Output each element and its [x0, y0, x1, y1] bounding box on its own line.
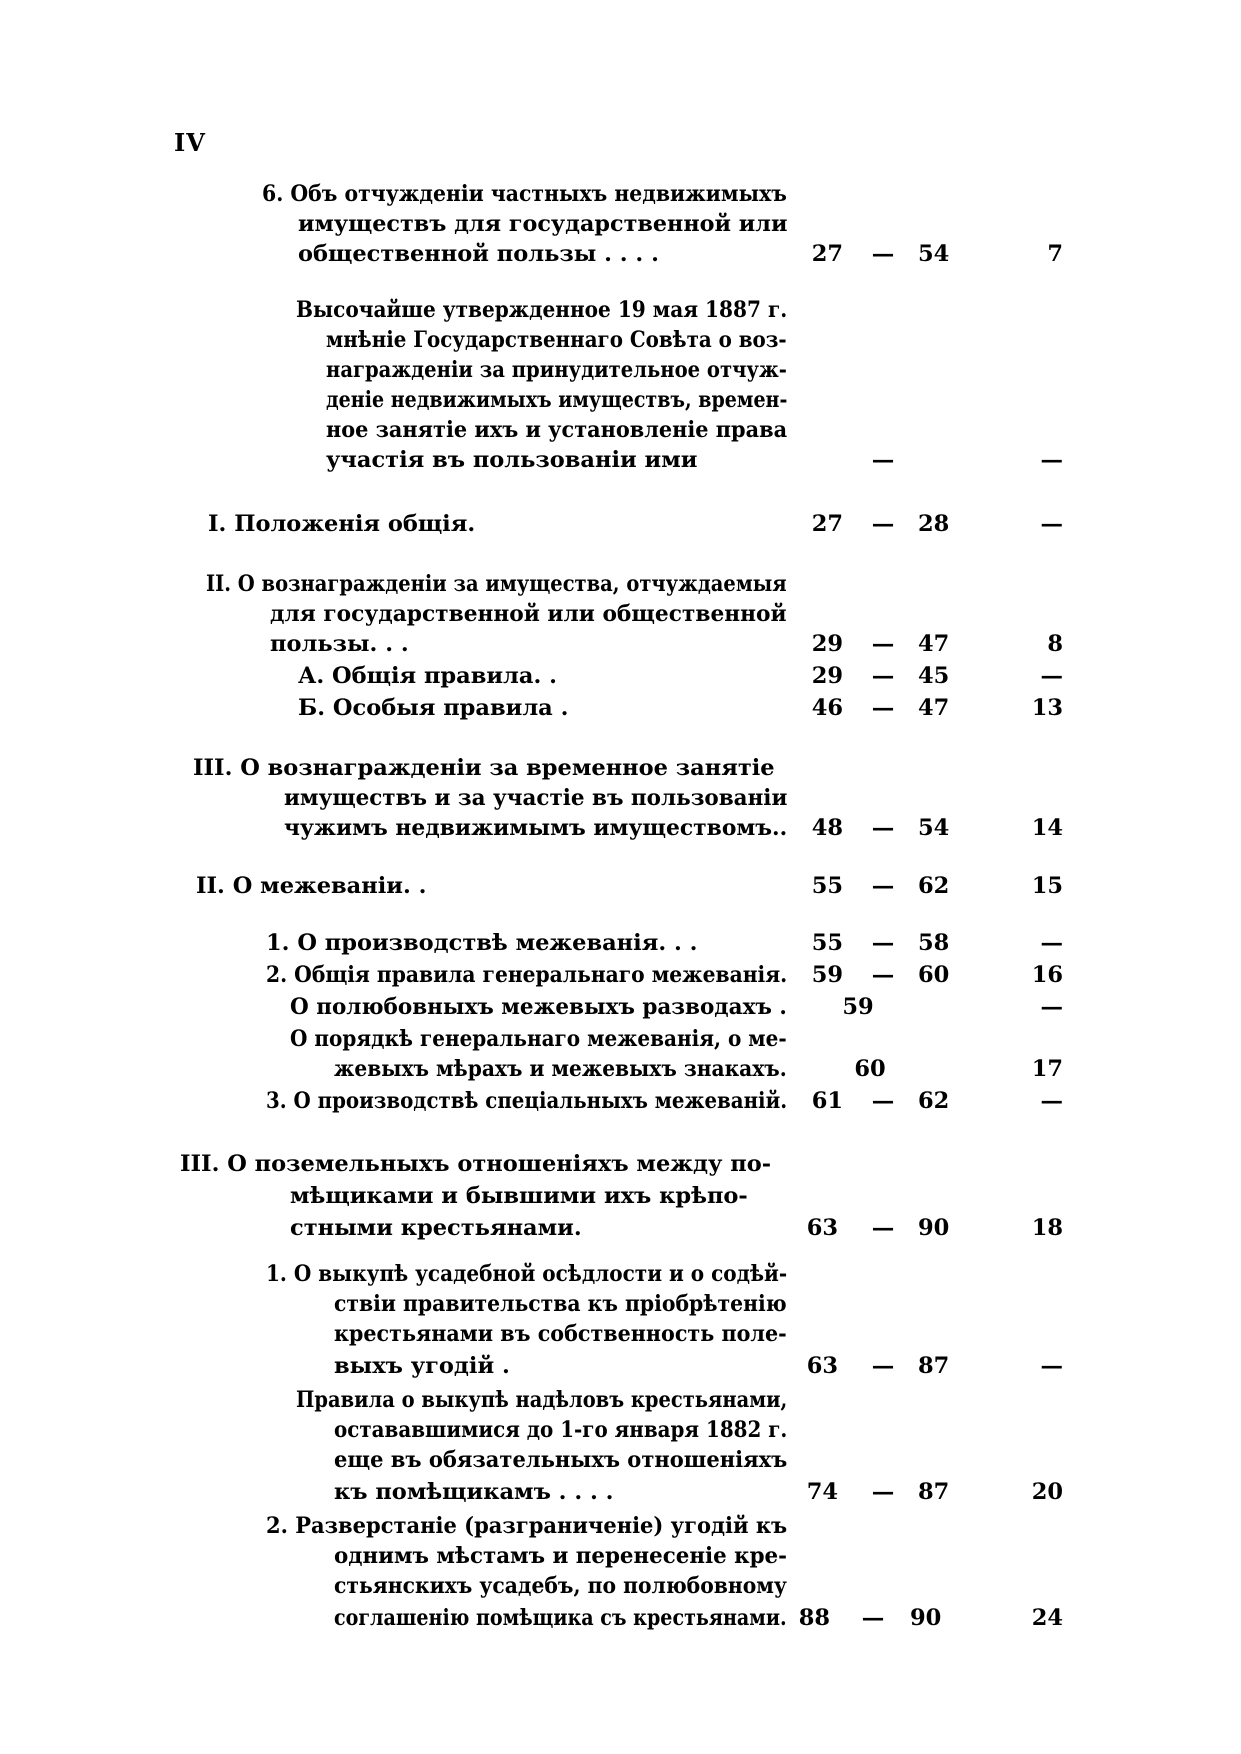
toc-line: 1. О производствѣ межеванія. . . — [266, 930, 698, 956]
range-from: 27 — [811, 511, 843, 537]
range-from: 55 — [811, 873, 843, 899]
toc-line: III. О вознагражденіи за временное занятіе — [193, 755, 775, 781]
toc-line: соглашенію помѣщика съ крестьянами. — [334, 1605, 787, 1631]
page-ref: 14 — [1031, 815, 1063, 841]
toc-line: имуществъ для государственной или — [298, 211, 788, 237]
toc-line: II. О вознагражденіи за имущества, отчуждаемыя — [206, 571, 787, 597]
range-from: 61 — [811, 1088, 843, 1114]
range-from: 63 — [806, 1353, 838, 1379]
range-dash: — — [871, 631, 895, 657]
range-to: 87 — [918, 1479, 950, 1505]
toc-line: Б. Особыя правила . — [298, 695, 569, 721]
page-ref: 24 — [1031, 1605, 1063, 1631]
range-to: 28 — [918, 511, 950, 537]
page-ref: 16 — [1031, 962, 1063, 988]
toc-line: чужимъ недвижимымъ имуществомъ.. — [284, 815, 788, 841]
range-dash: — — [861, 1605, 885, 1631]
toc-line: 6. Объ отчужденіи частныхъ недвижимыхъ — [262, 181, 787, 207]
range-to: 60 — [918, 962, 950, 988]
toc-line: однимъ мѣстамъ и перенесеніе кре- — [334, 1543, 787, 1569]
range-to: 47 — [918, 695, 950, 721]
toc-line: деніе недвижимыхъ имуществъ, времен- — [326, 387, 788, 413]
toc-line: къ помѣщикамъ . . . . — [334, 1479, 614, 1505]
range-dash: — — [871, 962, 895, 988]
range-from: 29 — [811, 663, 843, 689]
range-dash: — — [871, 1353, 895, 1379]
range-dash: — — [871, 663, 895, 689]
range-single: 60 — [854, 1056, 886, 1082]
toc-line: еще въ обязательныхъ отношеніяхъ — [334, 1447, 788, 1473]
toc-line: общественной пользы . . . . — [298, 241, 659, 267]
toc-line: А. Общія правила. . — [298, 663, 557, 689]
range-dash: — — [871, 511, 895, 537]
page-ref: — — [1040, 994, 1063, 1020]
range-dash: — — [871, 695, 895, 721]
range-to: 45 — [918, 663, 950, 689]
toc-line: Правила о выкупѣ надѣловъ крестьянами, — [296, 1387, 788, 1413]
range-dash: — — [871, 873, 895, 899]
page-ref: 18 — [1031, 1215, 1063, 1241]
range-dash: — — [871, 815, 895, 841]
range-dash: — — [871, 930, 895, 956]
page-ref: — — [1040, 930, 1063, 956]
range-to: 54 — [918, 241, 950, 267]
toc-line: О порядкѣ генеральнаго межеванія, о ме- — [290, 1026, 787, 1052]
range-to: 90 — [910, 1605, 942, 1631]
range-from: 46 — [811, 695, 843, 721]
toc-line: 2. Разверстаніе (разграниченіе) угодій къ — [266, 1513, 788, 1539]
toc-line: выхъ угодій . — [334, 1353, 510, 1379]
toc-line: награжденіи за принудительное отчуж- — [326, 357, 787, 383]
range-from: 88 — [798, 1605, 830, 1631]
toc-line: стными крестьянами. — [290, 1215, 582, 1241]
toc-line: Высочайше утвержденное 19 мая 1887 г. — [296, 297, 788, 323]
range-to: 62 — [918, 873, 950, 899]
range-from: 55 — [811, 930, 843, 956]
range-from: 48 — [811, 815, 843, 841]
toc-line: остававшимися до 1-го января 1882 г. — [334, 1417, 788, 1443]
range-to: 87 — [918, 1353, 950, 1379]
toc-line: I. Положенія общія. — [208, 511, 476, 537]
range-dash: — — [871, 1479, 895, 1505]
toc-line: 1. О выкупѣ усадебной осѣдлости и о содѣй- — [266, 1261, 788, 1287]
toc-line: для государственной или общественной — [270, 601, 787, 627]
range-to: 47 — [918, 631, 950, 657]
page-ref: 7 — [1047, 241, 1063, 267]
page-ref: 15 — [1031, 873, 1063, 899]
page-ref: — — [1040, 1088, 1063, 1114]
toc-line: пользы. . . — [270, 631, 409, 657]
toc-line: О полюбовныхъ межевыхъ разводахъ . — [290, 994, 787, 1020]
range-dash: — — [871, 1088, 895, 1114]
page-ref: — — [1040, 447, 1063, 473]
page-number: IV — [174, 128, 206, 157]
toc-line: стьянскихъ усадебъ, по полюбовному — [334, 1573, 787, 1599]
range-to: 90 — [918, 1215, 950, 1241]
range-from: 74 — [806, 1479, 838, 1505]
page-ref: 20 — [1031, 1479, 1063, 1505]
range-from: 63 — [806, 1215, 838, 1241]
toc-line: мѣщиками и бывшими ихъ крѣпо- — [290, 1183, 748, 1209]
range-from: 59 — [811, 962, 843, 988]
toc-line: жевыхъ мѣрахъ и межевыхъ знакахъ. — [334, 1056, 787, 1082]
toc-line: мнѣніе Государственнаго Совѣта о воз- — [326, 327, 787, 353]
range-dash: — — [871, 241, 895, 267]
range-from: 27 — [811, 241, 843, 267]
toc-line: имуществъ и за участіе въ пользованіи — [284, 785, 788, 811]
page-ref: 13 — [1031, 695, 1063, 721]
range-dash: — — [871, 1215, 895, 1241]
toc-line: 3. О производствѣ спеціальныхъ межеваній. — [266, 1088, 788, 1114]
range-to: 54 — [918, 815, 950, 841]
page-ref: 8 — [1047, 631, 1063, 657]
range-from: 29 — [811, 631, 843, 657]
page-ref: 17 — [1031, 1056, 1063, 1082]
range-single: 59 — [842, 994, 874, 1020]
range-to: 58 — [918, 930, 950, 956]
toc-line: II. О межеваніи. . — [196, 873, 427, 899]
toc-line: III. О поземельныхъ отношеніяхъ между по- — [180, 1151, 772, 1177]
page-ref: — — [1040, 1353, 1063, 1379]
toc-line: 2. Общія правила генеральнаго межеванія. — [266, 962, 788, 988]
page-ref: — — [1040, 663, 1063, 689]
toc-line: крестьянами въ собственность поле- — [334, 1321, 787, 1347]
toc-line: участія въ пользованіи ими — [326, 447, 698, 473]
range-dash: — — [871, 447, 895, 473]
page-ref: — — [1040, 511, 1063, 537]
toc-line: ствіи правительства къ пріобрѣтенію — [334, 1291, 787, 1317]
toc-line: ное занятіе ихъ и установленіе права — [326, 417, 788, 443]
range-to: 62 — [918, 1088, 950, 1114]
